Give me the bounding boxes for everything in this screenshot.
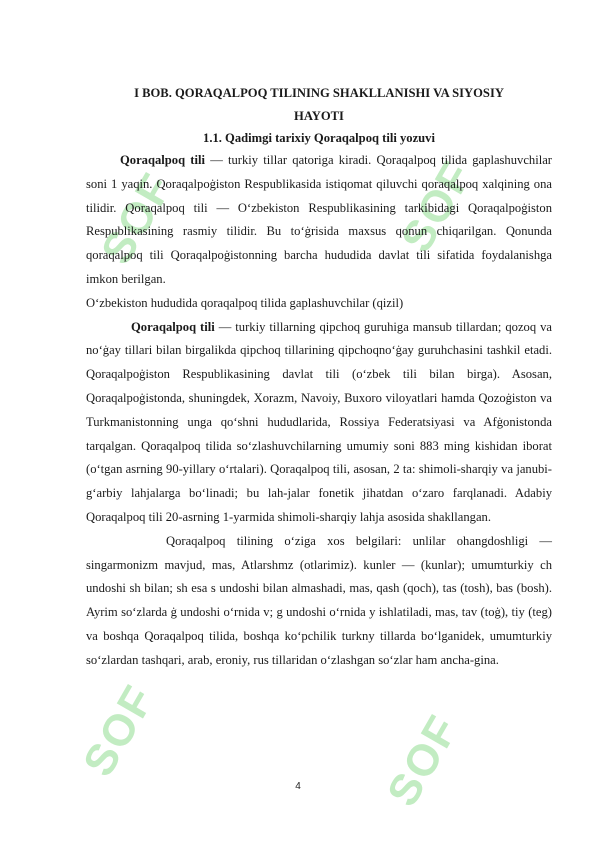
paragraph-2: O‘zbekiston hududida qoraqalpoq tilida gaplashuvchilar (qizil) [86, 295, 404, 310]
chapter-heading-line2: HAYOTI [294, 108, 344, 123]
watermark-right-lower: SOF [378, 706, 469, 815]
chapter-heading [86, 82, 552, 127]
watermark-left-lower: SOF [74, 676, 165, 785]
chapter-heading-line1: I BOB. QORAQALPOQ TILINING SHAKLLANISHI VA SIYOSIY [134, 86, 504, 100]
paragraph-1-text: — turkiy tillar qatoriga kiradi. Qoraqalpoq tilida gaplashuvchilar soni 1 yaqin. Qoraqalpoġiston Respublikasida istiqomat qiluvchi qoraqalpoq xalqining ona tilidir. Qoraqalpoq tili — O‘zbekiston Respublikasining tarkibidagi Qoraqalpoġiston Respublikasining rasmiy tilidir. Bu to‘ġrisida maxsus qonun chiqarilgan. Qonunda qoraqalpoq tili Qoraqalpoġistonning barcha hududida davlat tili sifatida foydalanishga imkon berilgan. [86, 153, 552, 286]
paragraph-3-term: Qoraqalpoq tili [131, 319, 215, 334]
watermark-right: SOF [392, 152, 483, 261]
watermark-left: SOF [92, 164, 183, 273]
page-number: 4 [295, 781, 301, 792]
section-heading: 1.1. Qadimgi tarixiy Qoraqalpoq tili yozuvi [203, 131, 435, 145]
paragraph-1-term: Qoraqalpoq tili [120, 153, 205, 167]
paragraph-3-text: — turkiy tillarning qipchoq guruhiga mansub tillardan; qozoq va no‘ġay tillari bilan birgalikda qipchoq tillarining qipchoqno‘ġay guruhchasini tashkil etadi. Qoraqalpoġiston Respublikasining davlat tili (o‘zbek tili bilan birga). Asosan, Qoraqalpoġistonda, shuningdek, Xorazm, Navoiy, Buxoro viloyatlari hamda Qozoġiston va Turkmanistonning unga qo‘shni hududlarida, Rossiya Federatsiyasi va Afġonistonda tarqalgan. Qoraqalpoq tilida so‘zlashuvchilarning umumiy soni 883 ming kishidan iborat (o‘tgan asrning 90-yillary o‘rtalari). Qoraqalpoq tili, asosan, 2 ta: shimoli-sharqiy va janubi-g‘arbiy lahjalarga bo‘linadi; bu lah-jalar fonetik jihatdan o‘zaro farqlanadi. Adabiy Qoraqalpoq tili 20-asrning 1-yarmida shimoli-sharqiy lahja asosida shakllangan. [86, 319, 552, 524]
paragraph-3 [86, 316, 552, 530]
paragraph-4: Qoraqalpoq tilining o‘ziga xos belgilari: unlilar ohangdoshligi — singarmonizm mavjud, mas, Atlarshmz (otlarimiz). kunler — (kunlar); umumturkiy ch undoshi sh bilan; sh esa s undoshi bilan almashadi, mas, qash (qoch), tas (tosh), bas (bosh). Ayrim so‘zlarda ġ undoshi o‘rnida v; g undoshi o‘rnida y ishlatiladi, mas, tav (toġ), tiy (teg) va boshqa Qoraqalpoq tilida, boshqa ko‘pchilik turkny tillarda bo‘lganidek, umumturkiy so‘zlardan tashqari, arab, eroniy, rus tillaridan o‘zlashgan so‘zlar ham ancha-gina. [86, 533, 552, 667]
document-body [86, 82, 552, 673]
paragraph-1 [86, 149, 552, 292]
